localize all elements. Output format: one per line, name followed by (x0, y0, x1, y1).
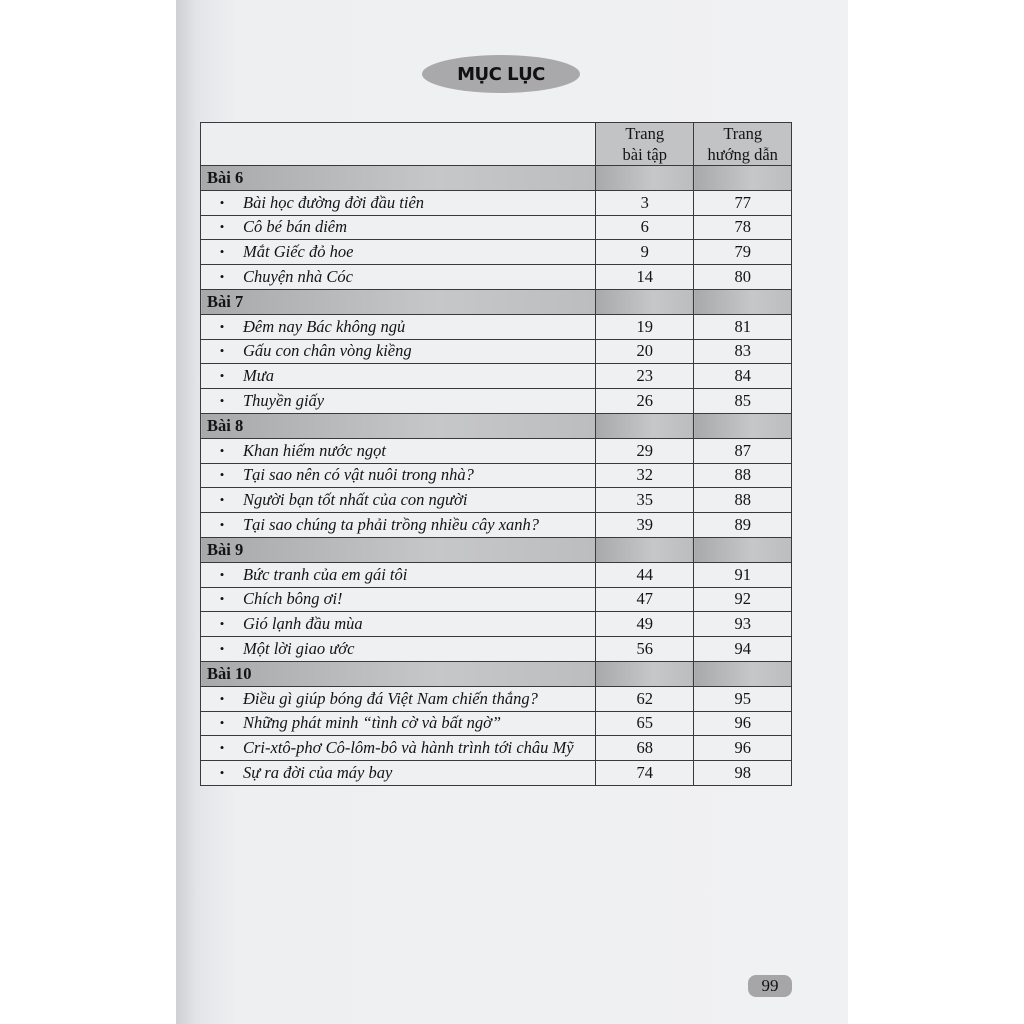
section-row (201, 289, 792, 314)
entry-title: Điều gì giúp bóng đá Việt Nam chiến thắng? (243, 688, 538, 708)
toc-entry-row (201, 612, 792, 637)
guide-page-number: 88 (694, 488, 792, 513)
toc-entry-row (201, 190, 792, 215)
exercise-page-number: 35 (595, 488, 693, 513)
toc-entry-row (201, 736, 792, 761)
entry-title-cell (201, 438, 596, 463)
bullet-icon: • (219, 715, 225, 731)
exercise-page-number: 19 (595, 314, 693, 339)
entry-title-cell (201, 364, 596, 389)
empty-cell (595, 166, 693, 191)
toc-entry-row (201, 265, 792, 290)
guide-page-number: 83 (694, 339, 792, 364)
bullet-icon: • (219, 219, 225, 235)
section-label: Bài 8 (201, 413, 596, 438)
entry-title-cell (201, 736, 596, 761)
entry-title-cell (201, 513, 596, 538)
empty-cell (595, 661, 693, 686)
guide-page-number: 96 (694, 711, 792, 736)
header-guide-page: Trang hướng dẫn (694, 123, 792, 166)
toc-entry-row (201, 389, 792, 414)
empty-cell (694, 413, 792, 438)
exercise-page-number: 39 (595, 513, 693, 538)
exercise-page-number: 29 (595, 438, 693, 463)
entry-title-cell (201, 637, 596, 662)
bullet-icon: • (219, 492, 225, 508)
guide-page-number: 77 (694, 190, 792, 215)
exercise-page-number: 56 (595, 637, 693, 662)
bullet-icon: • (219, 194, 225, 210)
guide-page-number: 79 (694, 240, 792, 265)
exercise-page-number: 49 (595, 612, 693, 637)
empty-cell (694, 537, 792, 562)
toc-entry-row (201, 488, 792, 513)
page-title: MỤC LỤC (457, 63, 545, 85)
section-label: Bài 9 (201, 537, 596, 562)
empty-cell (694, 166, 792, 191)
toc-entry-row (201, 438, 792, 463)
bullet-icon: • (219, 616, 225, 632)
guide-page-number: 96 (694, 736, 792, 761)
guide-page-number: 81 (694, 314, 792, 339)
empty-cell (694, 289, 792, 314)
bullet-icon: • (219, 467, 225, 483)
entry-title-cell (201, 488, 596, 513)
exercise-page-number: 9 (595, 240, 693, 265)
empty-cell (595, 537, 693, 562)
entry-title: Chích bông ơi! (243, 589, 343, 609)
entry-title: Cô bé bán diêm (243, 217, 348, 237)
entry-title-cell (201, 190, 596, 215)
section-row (201, 413, 792, 438)
section-label: Bài 7 (201, 289, 596, 314)
entry-title: Bức tranh của em gái tôi (243, 564, 408, 584)
exercise-page-number: 68 (595, 736, 693, 761)
guide-page-number: 94 (694, 637, 792, 662)
toc-entry-row (201, 513, 792, 538)
entry-title: Gió lạnh đầu mùa (243, 614, 363, 634)
toc-entry-row (201, 711, 792, 736)
guide-page-number: 88 (694, 463, 792, 488)
section-label: Bài 6 (201, 166, 596, 191)
exercise-page-number: 44 (595, 562, 693, 587)
toc-entry-row (201, 215, 792, 240)
entry-title-cell (201, 240, 596, 265)
entry-title: Bài học đường đời đầu tiên (243, 192, 425, 212)
table-header-row (201, 123, 792, 166)
exercise-page-number: 65 (595, 711, 693, 736)
exercise-page-number: 23 (595, 364, 693, 389)
entry-title-cell (201, 389, 596, 414)
table-body (201, 166, 792, 786)
guide-page-number: 78 (694, 215, 792, 240)
exercise-page-number: 26 (595, 389, 693, 414)
bullet-icon: • (219, 591, 225, 607)
toc-entry-row (201, 463, 792, 488)
title-badge (422, 55, 580, 93)
entry-title: Người bạn tốt nhất của con người (243, 490, 468, 510)
toc-entry-row (201, 637, 792, 662)
entry-title-cell (201, 463, 596, 488)
section-label: Bài 10 (201, 661, 596, 686)
entry-title: Mắt Giếc đỏ hoe (243, 242, 354, 262)
entry-title-cell (201, 339, 596, 364)
exercise-page-number: 20 (595, 339, 693, 364)
entry-title: Những phát minh “tình cờ và bất ngờ” (243, 713, 502, 733)
entry-title-cell (201, 686, 596, 711)
exercise-page-number: 6 (595, 215, 693, 240)
entry-title: Đêm nay Bác không ngủ (243, 316, 406, 336)
section-row (201, 661, 792, 686)
toc-entry-row (201, 686, 792, 711)
exercise-page-number: 74 (595, 761, 693, 786)
guide-page-number: 87 (694, 438, 792, 463)
table-of-contents (200, 122, 792, 786)
entry-title: Tại sao nên có vật nuôi trong nhà? (243, 465, 474, 485)
section-row (201, 166, 792, 191)
entry-title: Chuyện nhà Cóc (243, 267, 353, 287)
exercise-page-number: 62 (595, 686, 693, 711)
header-blank-cell (201, 123, 596, 166)
bullet-icon: • (219, 740, 225, 756)
entry-title: Cri-xtô-phơ Cô-lôm-bô và hành trình tới châu Mỹ (243, 738, 574, 758)
bullet-icon: • (219, 343, 225, 359)
toc-entry-row (201, 240, 792, 265)
entry-title-cell (201, 265, 596, 290)
guide-page-number: 92 (694, 587, 792, 612)
guide-page-number: 98 (694, 761, 792, 786)
toc-entry-row (201, 364, 792, 389)
toc-entry-row (201, 761, 792, 786)
bullet-icon: • (219, 318, 225, 334)
toc-entry-row (201, 587, 792, 612)
exercise-page-number: 32 (595, 463, 693, 488)
entry-title: Sự ra đời của máy bay (243, 763, 393, 783)
bullet-icon: • (219, 244, 225, 260)
toc-entry-row (201, 562, 792, 587)
entry-title: Khan hiếm nước ngọt (243, 440, 386, 460)
empty-cell (595, 289, 693, 314)
guide-page-number: 89 (694, 513, 792, 538)
guide-page-number: 84 (694, 364, 792, 389)
entry-title-cell (201, 761, 596, 786)
toc-entry-row (201, 339, 792, 364)
bullet-icon: • (219, 269, 225, 285)
header-exercise-page: Trang bài tập (595, 123, 693, 166)
bullet-icon: • (219, 765, 225, 781)
toc-entry-row (201, 314, 792, 339)
entry-title-cell (201, 711, 596, 736)
entry-title: Một lời giao ước (243, 639, 355, 659)
entry-title: Tại sao chúng ta phải trồng nhiều cây xanh? (243, 515, 540, 535)
bullet-icon: • (219, 517, 225, 533)
empty-cell (595, 413, 693, 438)
entry-title-cell (201, 612, 596, 637)
entry-title-cell (201, 314, 596, 339)
bullet-icon: • (219, 442, 225, 458)
page-number: 99 (748, 975, 792, 997)
guide-page-number: 95 (694, 686, 792, 711)
exercise-page-number: 14 (595, 265, 693, 290)
entry-title: Mưa (243, 366, 274, 386)
bullet-icon: • (219, 566, 225, 582)
exercise-page-number: 3 (595, 190, 693, 215)
guide-page-number: 85 (694, 389, 792, 414)
exercise-page-number: 47 (595, 587, 693, 612)
guide-page-number: 93 (694, 612, 792, 637)
guide-page-number: 80 (694, 265, 792, 290)
bullet-icon: • (219, 641, 225, 657)
bullet-icon: • (219, 690, 225, 706)
empty-cell (694, 661, 792, 686)
entry-title: Gấu con chân vòng kiềng (243, 341, 412, 361)
entry-title-cell (201, 587, 596, 612)
entry-title: Thuyền giấy (243, 391, 325, 411)
bullet-icon: • (219, 368, 225, 384)
guide-page-number: 91 (694, 562, 792, 587)
entry-title-cell (201, 562, 596, 587)
section-row (201, 537, 792, 562)
bullet-icon: • (219, 393, 225, 409)
entry-title-cell (201, 215, 596, 240)
